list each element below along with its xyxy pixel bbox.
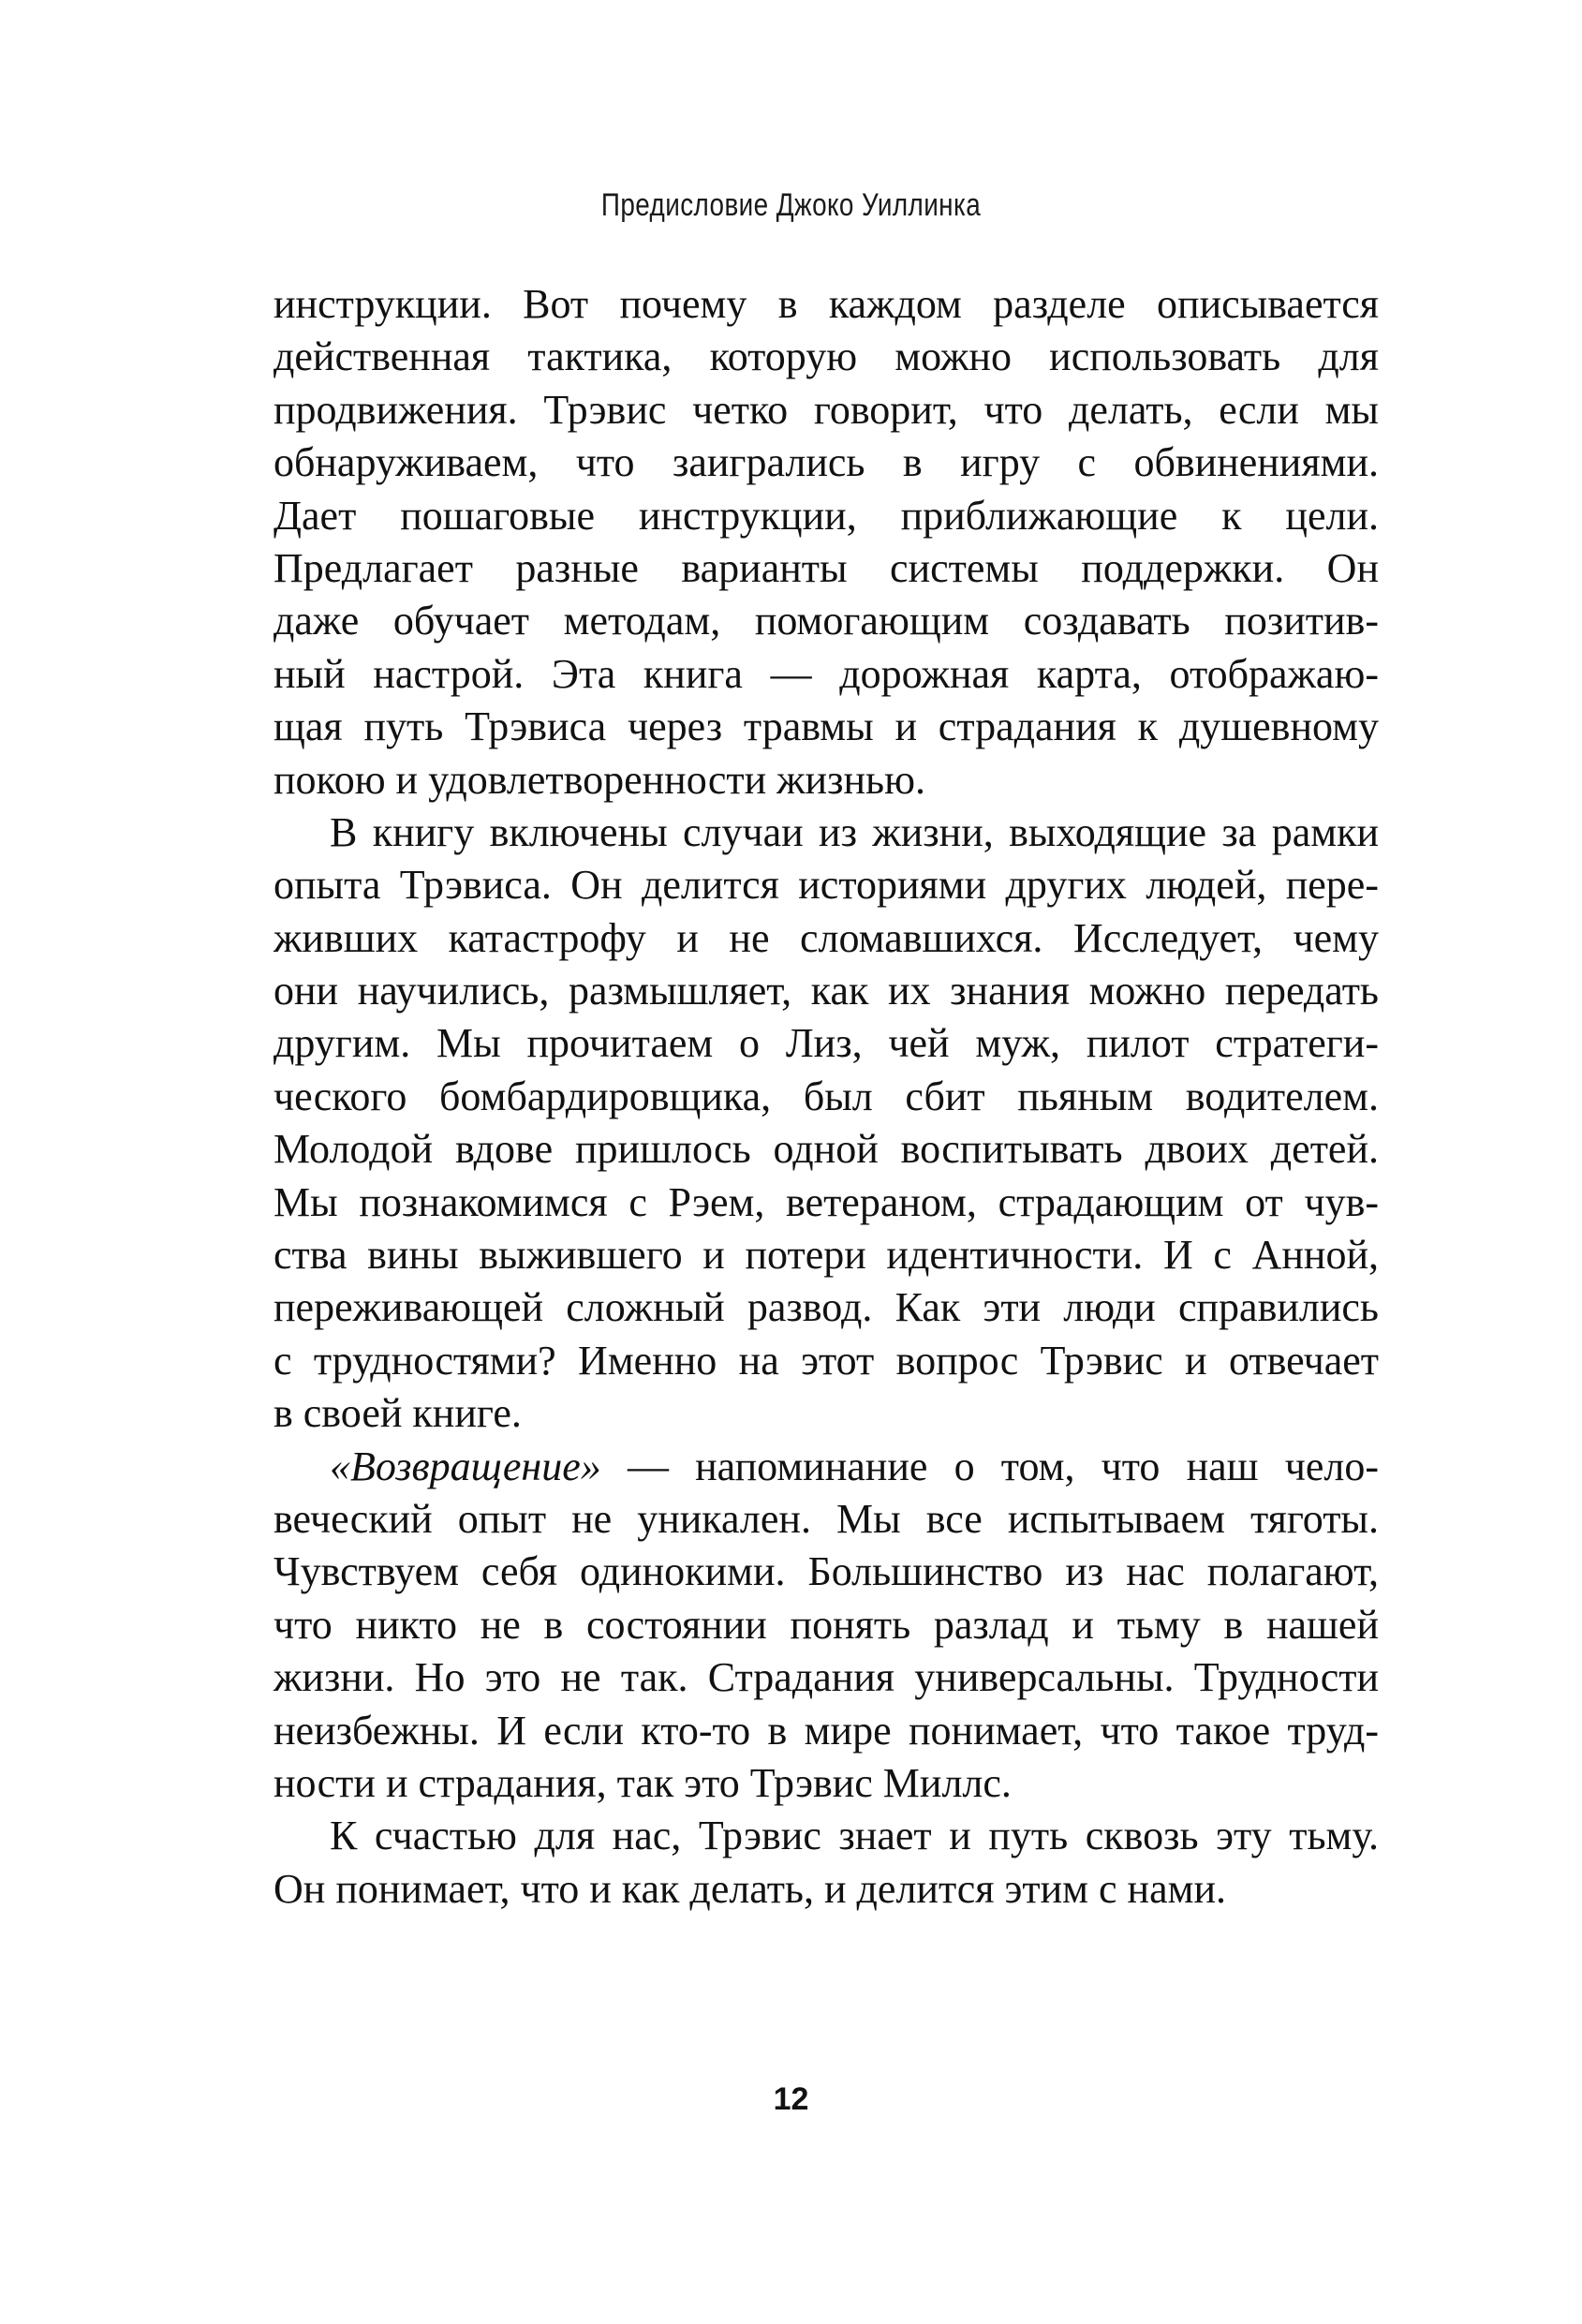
text-line: они научились, размышляет, как их знания можно передать — [274, 968, 1379, 1014]
running-head: Предисловие Джоко Уиллинка — [600, 187, 982, 223]
text-line: Он понимает, что и как делать, и делится этим с нами. — [274, 1865, 1226, 1912]
paragraph-1 — [274, 278, 1379, 807]
text-line: Предлагает разные варианты системы поддержки. Он — [274, 544, 1379, 591]
text-line: веческий опыт не уникален. Мы все испытываем тяготы. — [274, 1495, 1379, 1542]
paragraph-3 — [274, 1441, 1379, 1811]
text-line: с трудностями? Именно на этот вопрос Трэвис и отвечает — [274, 1337, 1379, 1384]
text-line: покою и удовлетворенности жизнью. — [274, 756, 925, 803]
page-number: 12 — [773, 2081, 809, 2117]
text-line: ческого бомбардировщика, был сбит пьяным водителем. — [274, 1073, 1379, 1119]
text-line: В книгу включены случаи из жизни, выходящие за рамки — [330, 808, 1379, 855]
text-line: что никто не в состоянии понять разлад и тьму в нашей — [274, 1601, 1379, 1648]
paragraph-4 — [274, 1810, 1379, 1916]
text-line: в своей книге. — [274, 1390, 522, 1437]
text-line: ства вины выжившего и потери идентичности. И с Анной, — [274, 1232, 1379, 1279]
text-fragment: — напоминание о том, что наш чело- — [600, 1443, 1379, 1489]
text-line: Мы познакомимся с Рэем, ветераном, страдающим от чув- — [274, 1178, 1379, 1225]
body-text — [274, 278, 1379, 1916]
text-line: ности и страдания, так это Трэвис Миллс. — [274, 1759, 1012, 1806]
text-line: опыта Трэвиса. Он делится историями других людей, пере- — [274, 862, 1379, 909]
text-line: даже обучает методам, помогающим создавать позитив- — [274, 598, 1379, 644]
text-line: продвижения. Трэвис четко говорит, что делать, если мы — [274, 386, 1379, 433]
text-line: Молодой вдове пришлось одной воспитывать двоих детей. — [274, 1126, 1379, 1173]
text-line: живших катастрофу и не сломавшихся. Исследует, чему — [274, 914, 1379, 961]
text-line — [274, 1441, 1379, 1493]
text-line: Чувствуем себя одинокими. Большинство из нас полагают, — [274, 1548, 1379, 1595]
text-line: ный настрой. Эта книга — дорожная карта, отображаю- — [274, 650, 1379, 697]
text-line: обнаруживаем, что заигрались в игру с обвинениями. — [274, 439, 1379, 486]
text-line: неизбежны. И если кто-то в мире понимает, что такое труд- — [274, 1707, 1379, 1754]
text-line: инструкции. Вот почему в каждом разделе описывается — [274, 281, 1379, 327]
text-line: К счастью для нас, Трэвис знает и путь сквозь эту тьму. — [330, 1813, 1379, 1859]
text-line: Дает пошаговые инструкции, приближающие к цели. — [274, 492, 1379, 539]
book-title-italic: «Возвращение» — [330, 1443, 601, 1489]
text-line: жизни. Но это не так. Страдания универсальны. Трудности — [274, 1654, 1379, 1701]
text-line: переживающей сложный развод. Как эти люди справились — [274, 1284, 1379, 1331]
paragraph-2 — [274, 807, 1379, 1441]
text-line: действенная тактика, которую можно использовать для — [274, 333, 1379, 380]
text-line: другим. Мы прочитаем о Лиз, чей муж, пилот стратеги- — [274, 1020, 1379, 1067]
text-line: щая путь Трэвиса через травмы и страдания к душевному — [274, 703, 1379, 750]
